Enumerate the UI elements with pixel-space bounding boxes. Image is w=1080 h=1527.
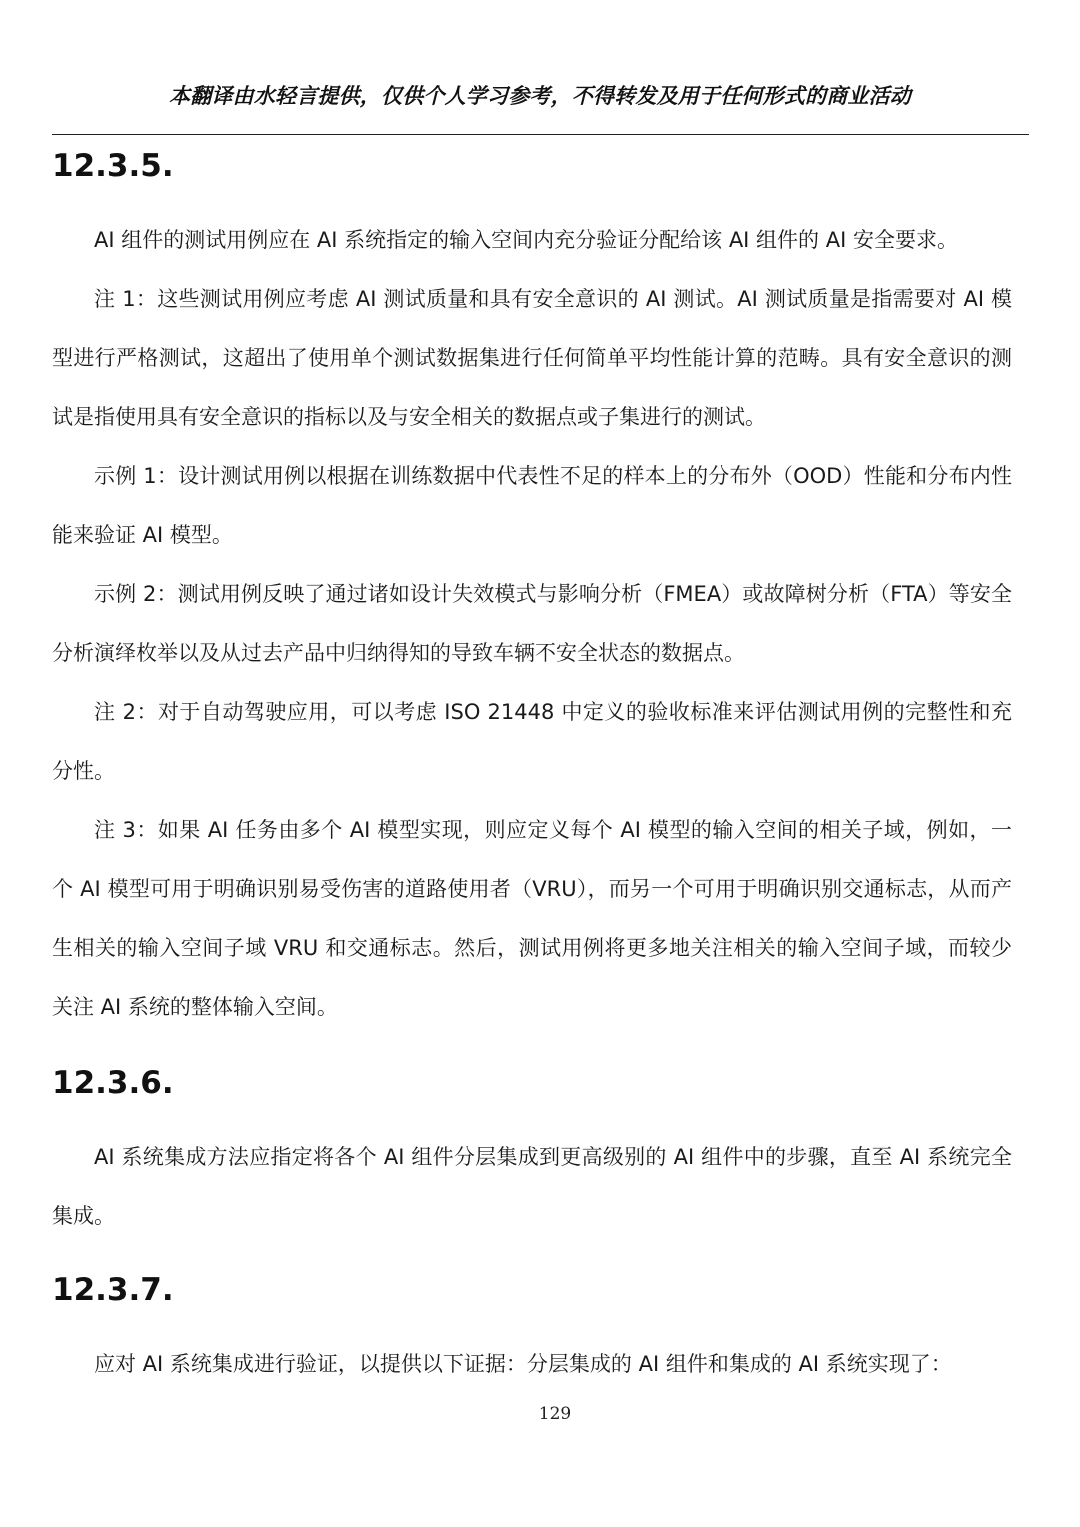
section-heading-12-3-6: 12.3.6.: [52, 1065, 174, 1101]
paragraph-note-2: 注 2：对于自动驾驶应用，可以考虑 ISO 21448 中定义的验收标准来评估测试用例的完整性和充分性。: [52, 700, 1012, 783]
section-heading-12-3-7: 12.3.7.: [52, 1272, 174, 1308]
paragraph-12-3-7-requirement: 应对 AI 系统集成进行验证，以提供以下证据：分层集成的 AI 组件和集成的 AI 系统实现了：: [94, 1352, 952, 1376]
paragraph-note-3: 注 3：如果 AI 任务由多个 AI 模型实现，则应定义每个 AI 模型的输入空间的相关子域，例如，一个 AI 模型可用于明确识别易受伤害的道路使用者（VRU），而另一个可用于明确识别交通标志，从而产生相关的输入空间子域 VRU 和交通标志。然后，测试用例将更多地关注相关的输入空间子域，而较少关注 AI 系统的整体输入空间。: [52, 818, 1012, 1019]
paragraph-example-1: 示例 1：设计测试用例以根据在训练数据中代表性不足的样本上的分布外（OOD）性能和分布内性能来验证 AI 模型。: [52, 464, 1012, 547]
paragraph-note-1: 注 1：这些测试用例应考虑 AI 测试质量和具有安全意识的 AI 测试。AI 测试质量是指需要对 AI 模型进行严格测试，这超出了使用单个测试数据集进行任何简单平均性能计算的范畴。具有安全意识的测试是指使用具有安全意识的指标以及与安全相关的数据点或子集进行的测试。: [52, 287, 1012, 429]
paragraph-12-3-5-requirement: AI 组件的测试用例应在 AI 系统指定的输入空间内充分验证分配给该 AI 组件的 AI 安全要求。: [94, 228, 958, 252]
page-header-disclaimer: 本翻译由水轻言提供，仅供个人学习参考，不得转发及用于任何形式的商业活动: [169, 84, 911, 108]
page-number: 129: [538, 1404, 572, 1424]
section-heading-12-3-5: 12.3.5.: [52, 148, 174, 184]
paragraph-example-2: 示例 2：测试用例反映了通过诸如设计失效模式与影响分析（FMEA）或故障树分析（FTA）等安全分析演绎枚举以及从过去产品中归纳得知的导致车辆不安全状态的数据点。: [52, 582, 1012, 665]
paragraph-12-3-6-requirement: AI 系统集成方法应指定将各个 AI 组件分层集成到更高级别的 AI 组件中的步骤，直至 AI 系统完全集成。: [52, 1145, 1012, 1228]
header-divider: [52, 134, 1029, 135]
